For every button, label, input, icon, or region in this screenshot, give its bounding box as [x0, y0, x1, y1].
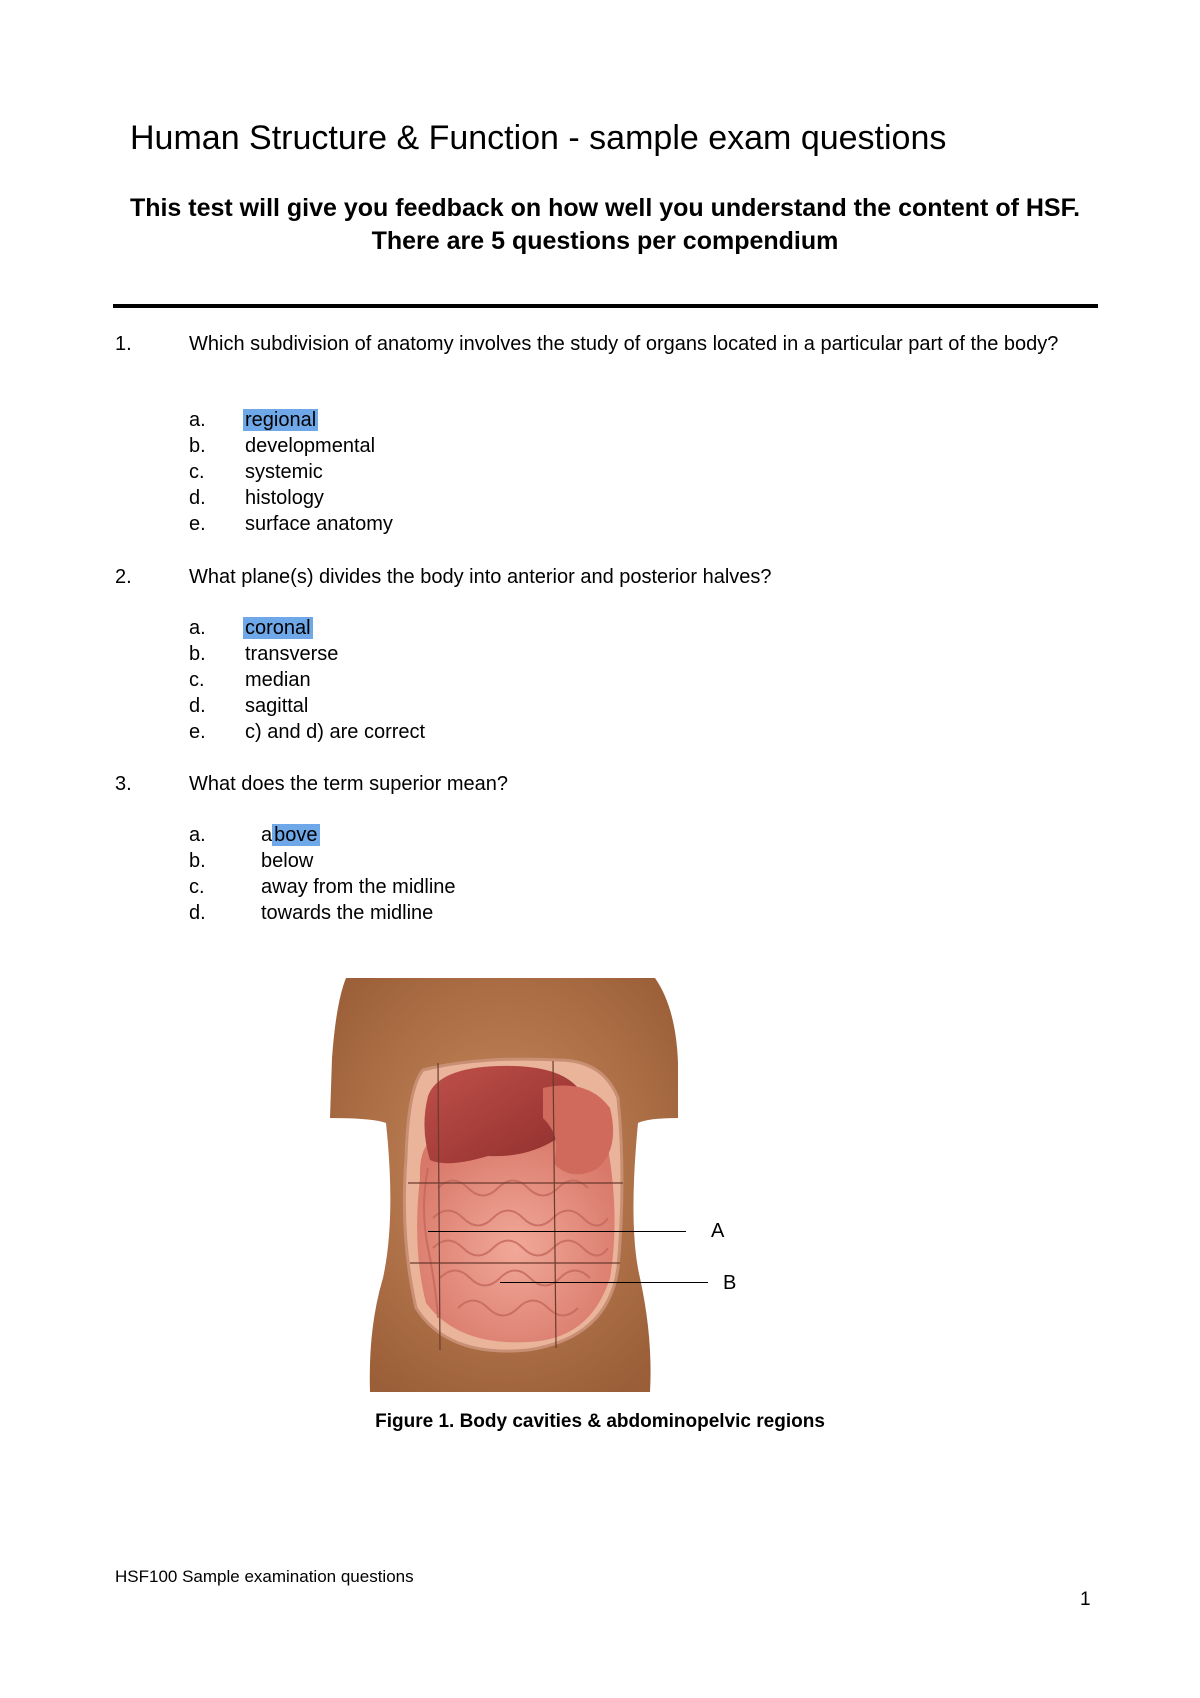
option-letter: c. — [189, 669, 205, 691]
page-number: 1 — [1080, 1589, 1091, 1610]
option-letter: e. — [189, 721, 206, 743]
question-number: 2. — [115, 566, 132, 588]
option-letter: b. — [189, 850, 206, 872]
option-text: surface anatomy — [245, 513, 393, 535]
option-letter: d. — [189, 902, 206, 924]
option-letter: d. — [189, 487, 206, 509]
figure-label-a: A — [711, 1220, 725, 1242]
option-letter: c. — [189, 461, 205, 483]
option-text: away from the midline — [261, 876, 456, 898]
option-text-correct — [243, 615, 313, 641]
question-text: What plane(s) divides the body into anterior and posterior halves? — [189, 566, 772, 588]
option-text: median — [245, 669, 311, 691]
footer-text: HSF100 Sample examination questions — [115, 1567, 414, 1586]
option-letter: a. — [189, 824, 206, 846]
option-text: transverse — [245, 643, 339, 665]
figure-caption: Figure 1. Body cavities & abdominopelvic regions — [375, 1411, 825, 1432]
page-title: Human Structure & Function - sample exam questions — [130, 119, 947, 157]
option-text: sagittal — [245, 695, 309, 717]
option-text: developmental — [245, 435, 376, 457]
answer-highlight: bove — [274, 824, 318, 846]
option-letter: e. — [189, 513, 206, 535]
question-text: Which subdivision of anatomy involves the study of organs located in a particular part of the body? — [189, 333, 1059, 355]
option-text: c) and d) are correct — [245, 721, 426, 743]
horizontal-rule — [113, 304, 1098, 308]
answer-highlight: regional — [245, 409, 317, 431]
figure-label-b: B — [723, 1272, 737, 1294]
option-letter: c. — [189, 876, 205, 898]
option-text-correct — [243, 407, 318, 433]
abdominopelvic-figure — [328, 978, 732, 1392]
question-number: 3. — [115, 773, 132, 795]
option-letter: b. — [189, 643, 206, 665]
option-text-correct — [261, 822, 320, 848]
question-number: 1. — [115, 333, 132, 355]
question-text: What does the term superior mean? — [189, 773, 509, 795]
leader-line-a — [428, 1231, 686, 1232]
option-letter: b. — [189, 435, 206, 457]
option-text: histology — [245, 487, 324, 509]
option-text: below — [261, 850, 314, 872]
option-letter: a. — [189, 409, 206, 431]
page-subtitle: This test will give you feedback on how well you understand the content of HSF. There are 5 questions per compendium — [129, 194, 1081, 255]
option-text: systemic — [245, 461, 323, 483]
answer-plain-part: a — [261, 824, 273, 846]
leader-line-b — [500, 1282, 708, 1283]
option-text: towards the midline — [261, 902, 434, 924]
answer-highlight: coronal — [245, 617, 311, 639]
option-letter: d. — [189, 695, 206, 717]
option-letter: a. — [189, 617, 206, 639]
